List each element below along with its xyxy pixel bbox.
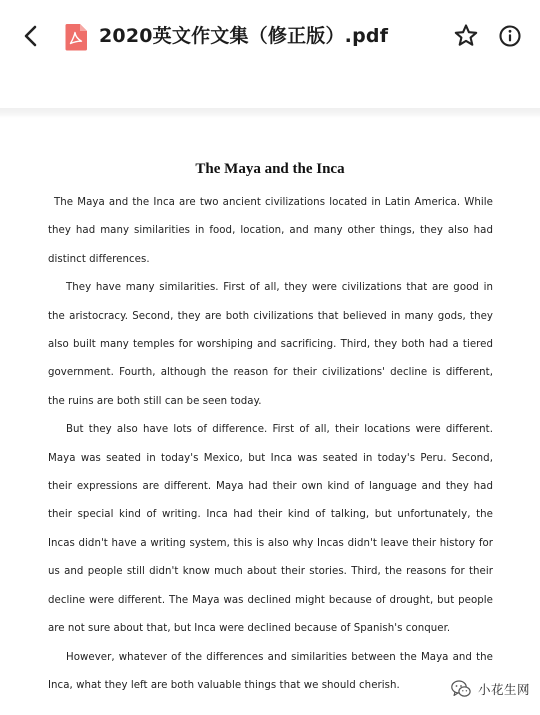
document-page[interactable] — [0, 118, 540, 715]
paragraph-3: But they also have lots of difference. First of all, their locations were different. Maya was seated in today's Mexico, but Inca was seated in today's Peru. Second, their expressions are different. Maya had their own kind of language and they had their special kind of writing. Inca had their kind of talking, but unfortunately, the Incas didn't have a writing system, this is also why Incas didn't leave their history for us and people still didn't know much about their stories. Third, the reasons for their decline were different. The Maya was declined might because of drought, but people are not sure about that, but Inca were declined because of Spanish's conquer. — [48, 424, 493, 635]
info-button[interactable] — [496, 22, 524, 50]
file-name: 2020英文作文集（修正版）.pdf — [99, 25, 389, 47]
back-button[interactable] — [18, 22, 46, 50]
paragraph-2: They have many similarities. First of all, they were civilizations that are good in the aristocracy. Second, they are both civilizations that believed in many gods, they also built many temples for worshiping and sacrificing. Third, they both had a tiered government. Fourth, although the reason for their civilizations' decline is different, the ruins are both still can be seen today. — [48, 282, 493, 407]
watermark — [450, 676, 530, 702]
watermark-text: 小花生网 — [477, 682, 530, 697]
paragraph-4: However, whatever of the differences and similarities between the Maya and the Inca, what they left are both valuable things that we should cherish. — [48, 651, 493, 691]
header-divider — [0, 108, 540, 118]
favorite-button[interactable] — [452, 22, 480, 50]
chevron-left-icon — [18, 22, 46, 50]
info-circle-icon — [496, 22, 524, 50]
wechat-logo-icon — [450, 678, 472, 700]
paragraph-1: The Maya and the Inca are two ancient civilizations located in Latin America. While they had many similarities in food, location, and many other things, they also had distinct differences. — [48, 197, 493, 265]
document-title: The Maya and the Inca — [195, 161, 345, 177]
document-body — [48, 189, 493, 700]
pdf-file-icon — [64, 23, 88, 51]
star-outline-icon — [452, 22, 480, 50]
top-bar — [0, 0, 540, 108]
